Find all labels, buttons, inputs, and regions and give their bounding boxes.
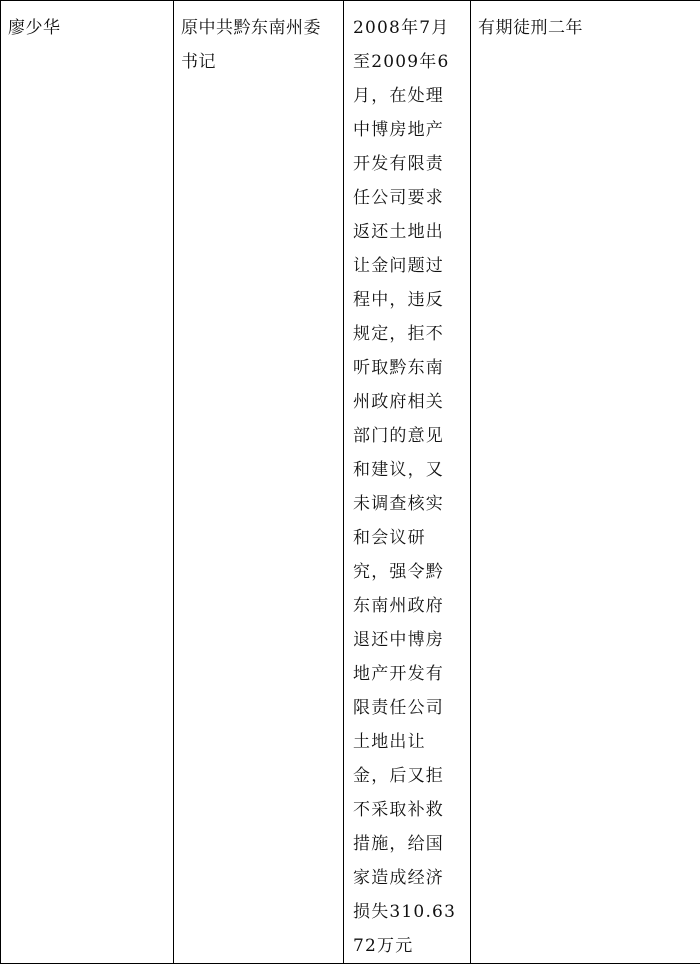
- table-row: [1, 1, 700, 964]
- offense-description: 2008年7月至2009年6月，在处理中博房地产开发有限责任公司要求返还土地出让金问题过程中，违反规定，拒不听取黔东南州政府相关部门的意见和建议，又未调查核实和会议研究，强令黔东南州政府退还中博房地产开发有限责任公司土地出让金，后又拒不采取补救措施，给国家造成经济损失310.6372万元: [351, 11, 464, 963]
- former-position: 原中共黔东南州委书记: [181, 11, 337, 79]
- sentence-text: 有期徒刑二年: [478, 11, 694, 45]
- defendant-name: 廖少华: [8, 11, 167, 45]
- facts-cell: [344, 1, 471, 964]
- name-cell: [1, 1, 174, 964]
- position-cell: [174, 1, 344, 964]
- sentence-cell: [471, 1, 700, 964]
